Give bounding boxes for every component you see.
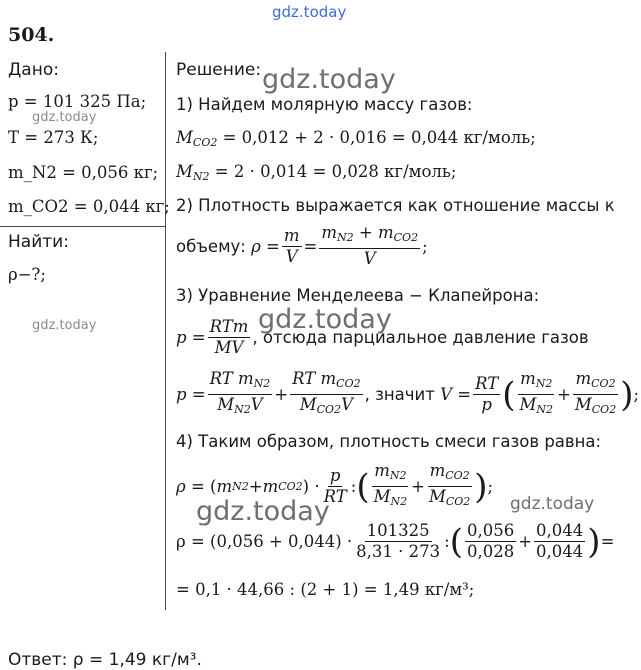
step-2b: объему: [176,236,246,256]
find-value: ρ−?; [8,265,46,284]
given-mass-n2: m_N2 = 0,056 кг; [8,163,159,182]
density-mixture-formula: ρ = ( m N2 + m CO2 ) · $\frac{p}{RT}$ : ( $\frac{m_{N2}}{M_{N2}}$ + $\frac{m_{CO2}}{M_{CO2}}$ ) ; [176,461,494,508]
given-pressure: p = 101 325 Па; [8,92,147,111]
calc-1-text: ρ = (0,056 + 0,044) · [176,532,353,551]
step-3: 3) Уравнение Менделеева − Клапейрона: [176,286,540,305]
step-1: 1) Найдем молярную массу газов: [176,95,473,114]
calc-1-f1-num: 0,056 [466,521,515,540]
density-formula: объему: ρ = $\frac{m}{V}$ = $\frac{m_{N2} + m_{CO2}}{V}$ ; [176,223,428,268]
molar-mass-co2: $M_{CO2} = 0,012 + 2 \cdot 0,016 = 0,044$ кг/моль; [176,128,536,149]
mendeleev-equation: p = $\frac{\text{RTm}}{MV}$ , отсюда парциальное давление газов [176,317,589,357]
step-4: 4) Таким образом, плотность смеси газов равна: [176,432,602,451]
watermark-right: gdz.today [510,494,595,514]
molar-mass-n2-value: = 2 · 0,014 = 0,028 кг/моль; [214,162,457,181]
watermark-big-1: gdz.today [262,64,396,95]
calc-1-f2-num: 0,044 [536,521,584,540]
vertical-divider [165,52,166,610]
molar-mass-co2-value: = 0,012 + 2 · 0,016 = 0,044 кг/моль; [222,128,536,147]
molar-mass-n2: $M_{N2} = 2 \cdot 0,014 = 0,028$ кг/моль; [176,162,457,183]
given-temperature: T = 273 К; [8,128,99,147]
calc-1-f1-den: 0,028 [466,542,515,561]
density-calculation: ρ = (0,056 + 0,044) · $\frac{101325}{8,31 \cdot 273}$ : ( $\frac{0,056}{0,028}$ + $\frac{0,044}{0,044}$ ) = [176,521,615,562]
given-mass-co2: m_CO2 = 0,044 кг; [8,197,170,216]
watermark-big-2: gdz.today [258,304,392,335]
problem-number: 504. [8,24,55,46]
solution-header: Решение: [176,60,262,80]
answer: Ответ: ρ = 1,49 кг/м³. [8,650,202,670]
watermark-top: gdz.today [272,3,347,21]
step-2: 2) Плотность выражается как отношение массы к [176,196,615,215]
given-header: Дано: [8,60,59,80]
density-result: = 0,1 · 44,66 : (2 + 1) = 1,49 кг/м³; [176,580,475,599]
given-find-divider [0,226,166,227]
calc-1-den: 8,31 · 273 [356,542,441,561]
step-3-then: , значит [364,385,435,404]
find-header: Найти: [8,232,69,252]
watermark-left-1: gdz.today [32,110,97,125]
watermark-big-3: gdz.today [196,496,330,527]
partial-pressure-equation: p = $\frac{RT m_{N2}}{M_{N2}V}$ + $\frac{RT m_{CO2}}{M_{CO2}V}$ , значит V = $\frac{RT}{p}$ ( $\frac{m_{N2}}{M_{N2}}$ + $\frac{m_{CO2}}{M_{CO2}}$ ) ; [176,369,640,416]
calc-1-num: 101325 [366,521,430,540]
step-3-after: , отсюда парциальное давление газов [252,328,589,347]
watermark-left-2: gdz.today [32,318,97,333]
calc-1-f2-den: 0,044 [536,542,584,561]
